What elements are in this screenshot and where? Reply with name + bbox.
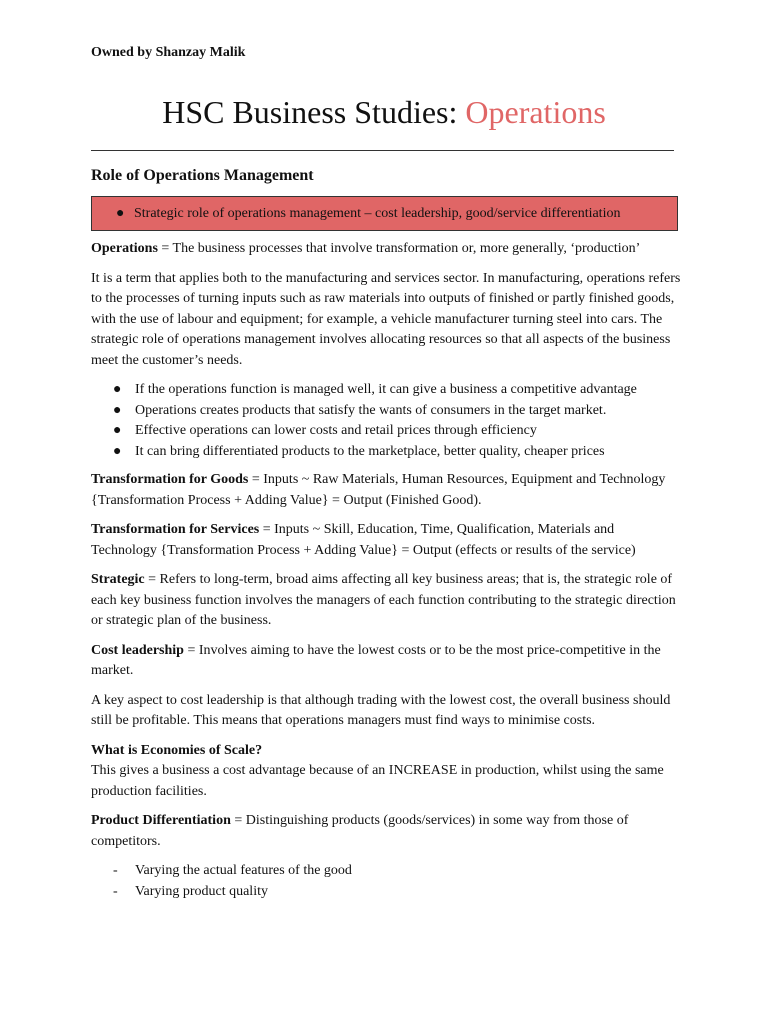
list-item: ● Effective operations can lower costs and retail prices through efficiency (91, 421, 683, 442)
list-item: ● It can bring differentiated products to the marketplace, better quality, cheaper prices (91, 442, 683, 463)
definition-text: = The business processes that involve transformation or, more generally, ‘production’ (157, 241, 641, 256)
owner-line: Owned by Shanzay Malik (91, 45, 246, 60)
dash-marker: - (113, 863, 118, 878)
definition-term: Operations (91, 241, 158, 256)
title-main: HSC Business Studies: (162, 94, 466, 130)
bullet-icon: ● (116, 206, 125, 221)
callout-text: Strategic role of operations management – cost leadership, good/service differentiation (134, 206, 621, 221)
strategic-definition (91, 570, 683, 632)
definition-term: Transformation for Services (91, 522, 260, 537)
list-item: ● Operations creates products that satisfy the wants of consumers in the target market. (91, 401, 683, 422)
bullet-icon: ● (113, 382, 122, 397)
document-body (91, 164, 683, 902)
section-heading: Role of Operations Management (91, 167, 314, 184)
question-heading: What is Economies of Scale? (91, 742, 263, 758)
bullet-icon: ● (113, 443, 122, 459)
economies-of-scale (91, 741, 683, 803)
definition-text: = Refers to long-term, broad aims affecting all key business areas; that is, the strategic role of each key business function involves the managers of each function contributing to the strategic direction or strategic plan of the business. (91, 572, 676, 628)
page-title (0, 92, 768, 132)
syllabus-callout (91, 196, 678, 231)
bullet-icon: ● (113, 423, 122, 438)
cost-leadership-definition (91, 641, 683, 682)
definition-term: Transformation for Goods (91, 472, 249, 487)
definition-text: = Inputs ~ Raw Materials, Human Resources, Equipment and Technology {Transformation Process + Adding Value} = Output (Finished Good). (91, 472, 666, 508)
list-item: ● If the operations function is managed well, it can give a business a competitive advantage (91, 380, 683, 401)
definition-text: = Distinguishing products (goods/services) in some way from those of competitors. (91, 813, 629, 849)
bullet-icon: ● (113, 402, 122, 418)
manufacturing-paragraph: It is a term that applies both to the manufacturing and services sector. In manufacturing, operations refers to the processes of turning inputs such as raw materials into outputs of finished or partly finished goods, with the use of labour and equipment; for example, a vehicle manufacturer turning steel into cars. The strategic role of operations management involves allocating resources so that all aspects of the business meet the customer’s needs. (91, 270, 681, 368)
cost-leadership-paragraph: A key aspect to cost leadership is that although trading with the lowest cost, the overall business should still be profitable. This means that operations managers must find ways to minimise costs. (91, 692, 671, 728)
list-item: - Varying the actual features of the good (91, 861, 683, 882)
definition-text: = Involves aiming to have the lowest costs or to be the most price-competitive in the market. (91, 642, 661, 678)
answer-text: This gives a business a cost advantage because of an INCREASE in production, whilst using the same production facilities. (91, 763, 664, 799)
title-accent: Operations (465, 94, 606, 130)
services-transformation (91, 520, 683, 561)
title-divider (91, 150, 674, 151)
differentiation-definition (91, 811, 683, 852)
differentiation-list (91, 861, 683, 902)
definition-term: Cost leadership (91, 642, 184, 658)
dash-marker: - (113, 883, 118, 899)
definition-text: = Inputs ~ Skill, Education, Time, Qualification, Materials and Technology {Transformation Process + Adding Value} = Output (effects or results of the service) (91, 522, 636, 558)
advantages-list (91, 380, 683, 462)
goods-transformation (91, 470, 683, 511)
definition-term: Product Differentiation (91, 813, 231, 828)
operations-definition (91, 239, 683, 260)
definition-term: Strategic (91, 572, 145, 587)
list-item: - Varying product quality (91, 882, 683, 903)
